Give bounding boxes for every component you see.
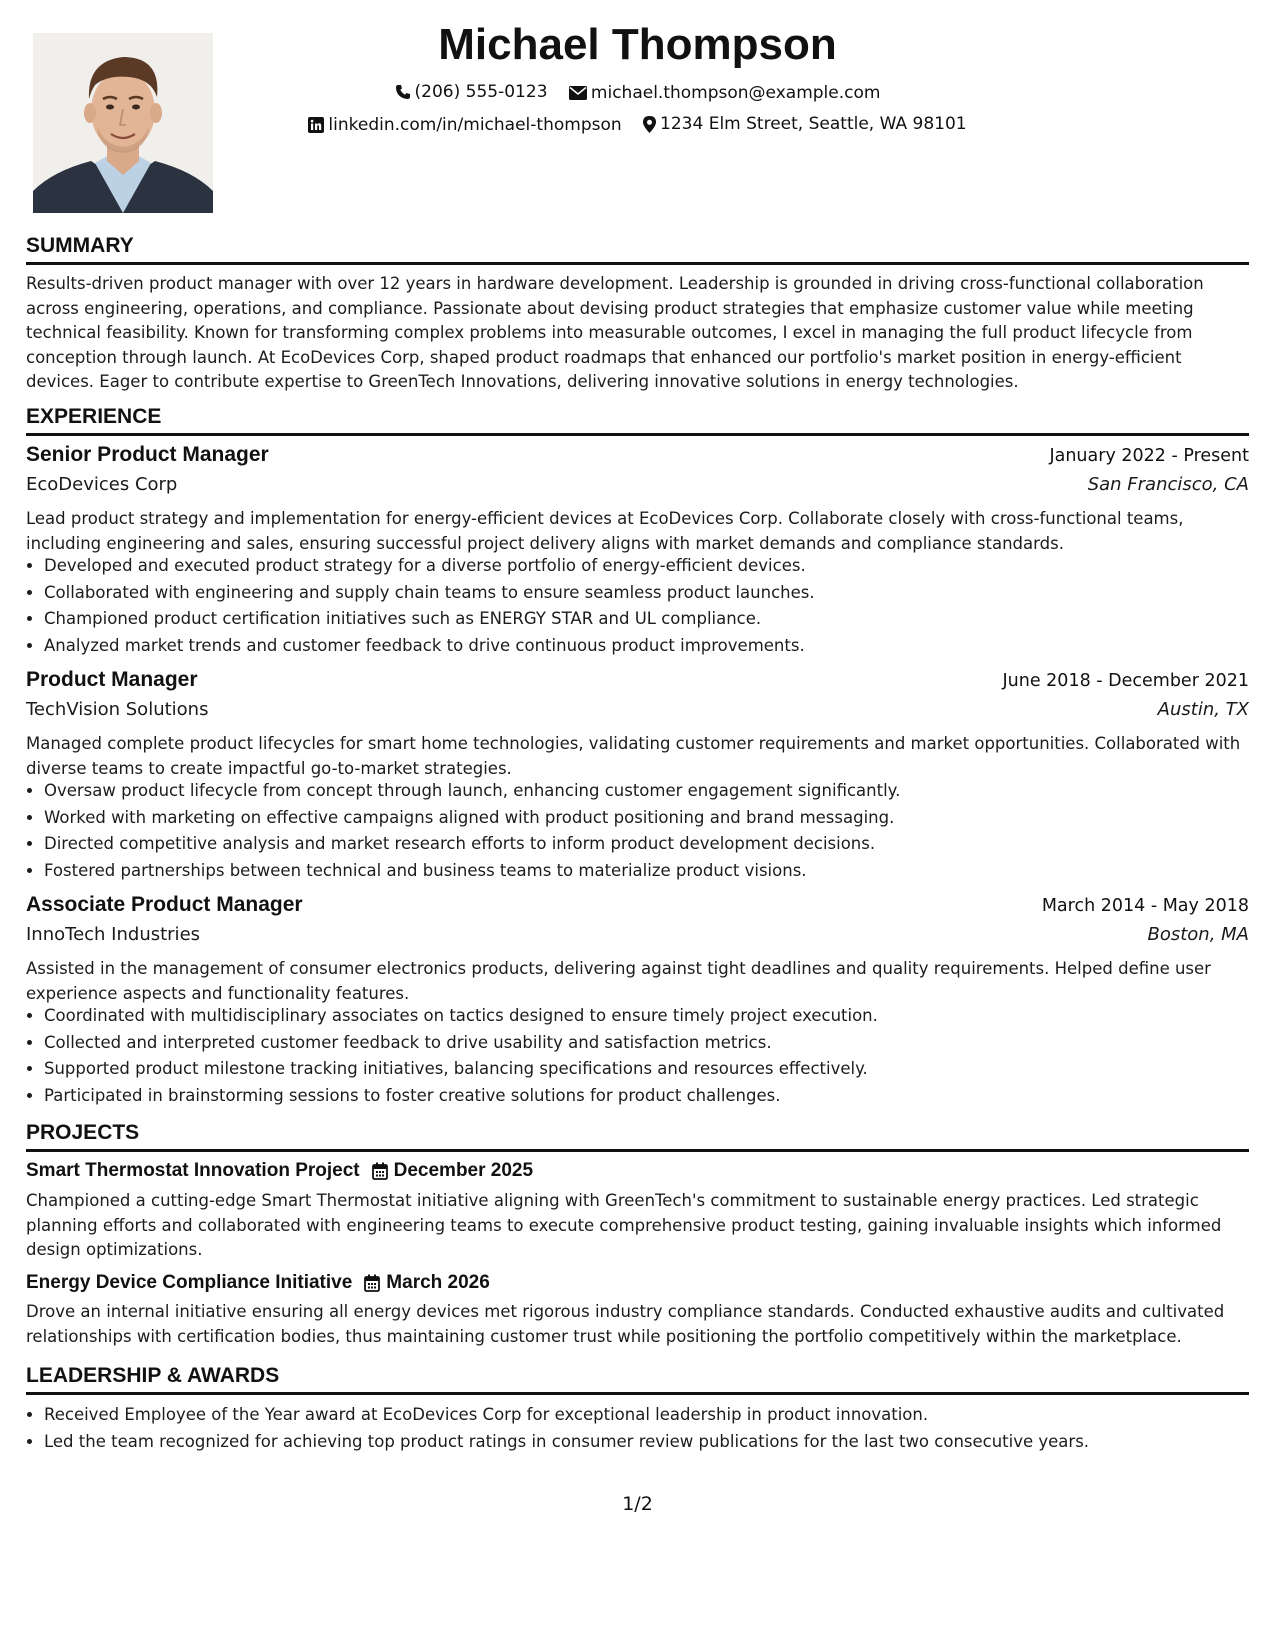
projects-heading: PROJECTS [26, 1121, 1249, 1152]
page-number: 1/2 [622, 1493, 653, 1515]
address-contact [643, 114, 967, 134]
job-3-bullets [26, 1003, 1249, 1109]
list-item: • Collected and interpreted customer feedback to drive usability and satisfaction metrics. [44, 1030, 1249, 1057]
calendar-icon [372, 1162, 388, 1180]
job-2-description: Managed complete product lifecycles for smart home technologies, validating customer requirements and market opportunities. Collaborated with diverse teams to create impactful go-to-market strategies. [26, 734, 1241, 778]
company-name: InnoTech Industries [26, 924, 201, 945]
job-2-header [26, 668, 1249, 692]
job-3-description: Assisted in the management of consumer electronics products, delivering against tight deadlines and quality requirements. Helped define user experience aspects and functionality features. [26, 959, 1211, 1003]
candidate-name: Michael Thompson [438, 20, 837, 69]
experience-heading: EXPERIENCE [26, 405, 1249, 436]
list-item: • Coordinated with multidisciplinary associates on tactics designed to ensure timely project execution. [44, 1003, 1249, 1030]
job-3-company-row [26, 924, 1249, 945]
list-item: • Championed product certification initiatives such as ENERGY STAR and UL compliance. [44, 606, 1249, 633]
job-title: Product Manager [26, 668, 198, 691]
list-item: • Analyzed market trends and customer feedback to drive continuous product improvements. [44, 633, 1249, 660]
list-item: • Participated in brainstorming sessions to foster creative solutions for product challenges. [44, 1083, 1249, 1110]
list-item: • Developed and executed product strategy for a diverse portfolio of energy-efficient devices. [44, 553, 1249, 580]
job-1-bullets [26, 553, 1249, 659]
linkedin-text: linkedin.com/in/michael-thompson [328, 114, 622, 135]
leadership-heading: LEADERSHIP & AWARDS [26, 1364, 1249, 1395]
phone-icon [395, 84, 411, 100]
phone-text: (206) 555-0123 [414, 82, 548, 102]
project-2-header [26, 1272, 1249, 1294]
job-location: Austin, TX [1157, 699, 1249, 720]
job-dates: January 2022 - Present [1049, 446, 1249, 466]
job-location: Boston, MA [1147, 924, 1249, 945]
list-item: • Directed competitive analysis and market research efforts to inform product development decisions. [44, 831, 1249, 858]
job-title: Senior Product Manager [26, 443, 269, 466]
job-location: San Francisco, CA [1087, 474, 1249, 495]
job-dates: June 2018 - December 2021 [1002, 671, 1249, 691]
contact-line-secondary [0, 114, 1275, 138]
project-date: March 2026 [386, 1272, 490, 1293]
calendar-icon [364, 1274, 380, 1292]
phone-contact[interactable] [395, 82, 548, 102]
job-title: Associate Product Manager [26, 893, 303, 916]
job-3-header [26, 893, 1249, 917]
project-date: December 2025 [393, 1160, 534, 1181]
email-text: michael.thompson@example.com [590, 83, 881, 103]
list-item: • Fostered partnerships between technical and business teams to materialize product visions. [44, 858, 1249, 885]
list-item: • Oversaw product lifecycle from concept through launch, enhancing customer engagement significantly. [44, 778, 1249, 805]
company-name: TechVision Solutions [26, 699, 209, 720]
list-item: • Collaborated with engineering and supply chain teams to ensure seamless product launches. [44, 580, 1249, 607]
summary-text: Results-driven product manager with over 12 years in hardware development. Leadership is grounded in driving cross-functional collaboration across engineering, operations, and compliance. Passionate about devising product strategies that emphasize customer value while meeting technical feasibility. Known for transforming complex problems into measurable outcomes, I excel in managing the full product lifecycle from conception through launch. At EcoDevices Corp, shaped product roadmaps that enhanced our portfolio's market position in energy-efficient devices. Eager to contribute expertise to GreenTech Innovations, delivering innovative solutions in energy technologies. [26, 274, 1204, 391]
project-1-header [26, 1160, 1249, 1182]
list-item: • Supported product milestone tracking initiatives, balancing specifications and resources effectively. [44, 1056, 1249, 1083]
job-dates: March 2014 - May 2018 [1041, 896, 1249, 916]
email-contact[interactable] [569, 83, 881, 103]
contact-line-primary [0, 82, 1275, 105]
job-1-description: Lead product strategy and implementation for energy-efficient devices at EcoDevices Corp. Collaborate closely with cross-functional teams, including engineering and sales, ensuring successful project delivery aligns with market demands and compliance standards. [26, 509, 1184, 553]
project-title: Energy Device Compliance Initiative [26, 1272, 353, 1293]
project-2-description: Drove an internal initiative ensuring all energy devices met rigorous industry compliance standards. Conducted exhaustive audits and cultivated relationships with certification bodies, thus maintaining customer trust while positioning the portfolio competitively within the marketplace. [26, 1302, 1225, 1346]
job-1-company-row [26, 474, 1249, 495]
summary-heading: SUMMARY [26, 234, 1249, 265]
job-2-company-row [26, 699, 1249, 720]
list-item: • Led the team recognized for achieving top product ratings in consumer review publications for the last two consecutive years. [44, 1429, 1249, 1456]
list-item: • Received Employee of the Year award at EcoDevices Corp for exceptional leadership in product innovation. [44, 1402, 1249, 1429]
list-item: • Worked with marketing on effective campaigns aligned with product positioning and brand messaging. [44, 805, 1249, 832]
project-1-description: Championed a cutting-edge Smart Thermostat initiative aligning with GreenTech's commitment to sustainable energy practices. Led strategic planning efforts and collaborated with engineering teams to execute comprehensive product testing, gaining invaluable insights which informed design optimizations. [26, 1191, 1222, 1259]
job-1-header [26, 443, 1249, 467]
linkedin-icon [308, 117, 324, 133]
leadership-bullets [26, 1402, 1249, 1455]
address-text: 1234 Elm Street, Seattle, WA 98101 [660, 114, 967, 134]
company-name: EcoDevices Corp [26, 474, 178, 495]
map-marker-icon [643, 116, 656, 133]
envelope-icon [569, 86, 587, 100]
linkedin-contact[interactable] [308, 115, 621, 135]
project-title: Smart Thermostat Innovation Project [26, 1160, 360, 1181]
job-2-bullets [26, 778, 1249, 884]
